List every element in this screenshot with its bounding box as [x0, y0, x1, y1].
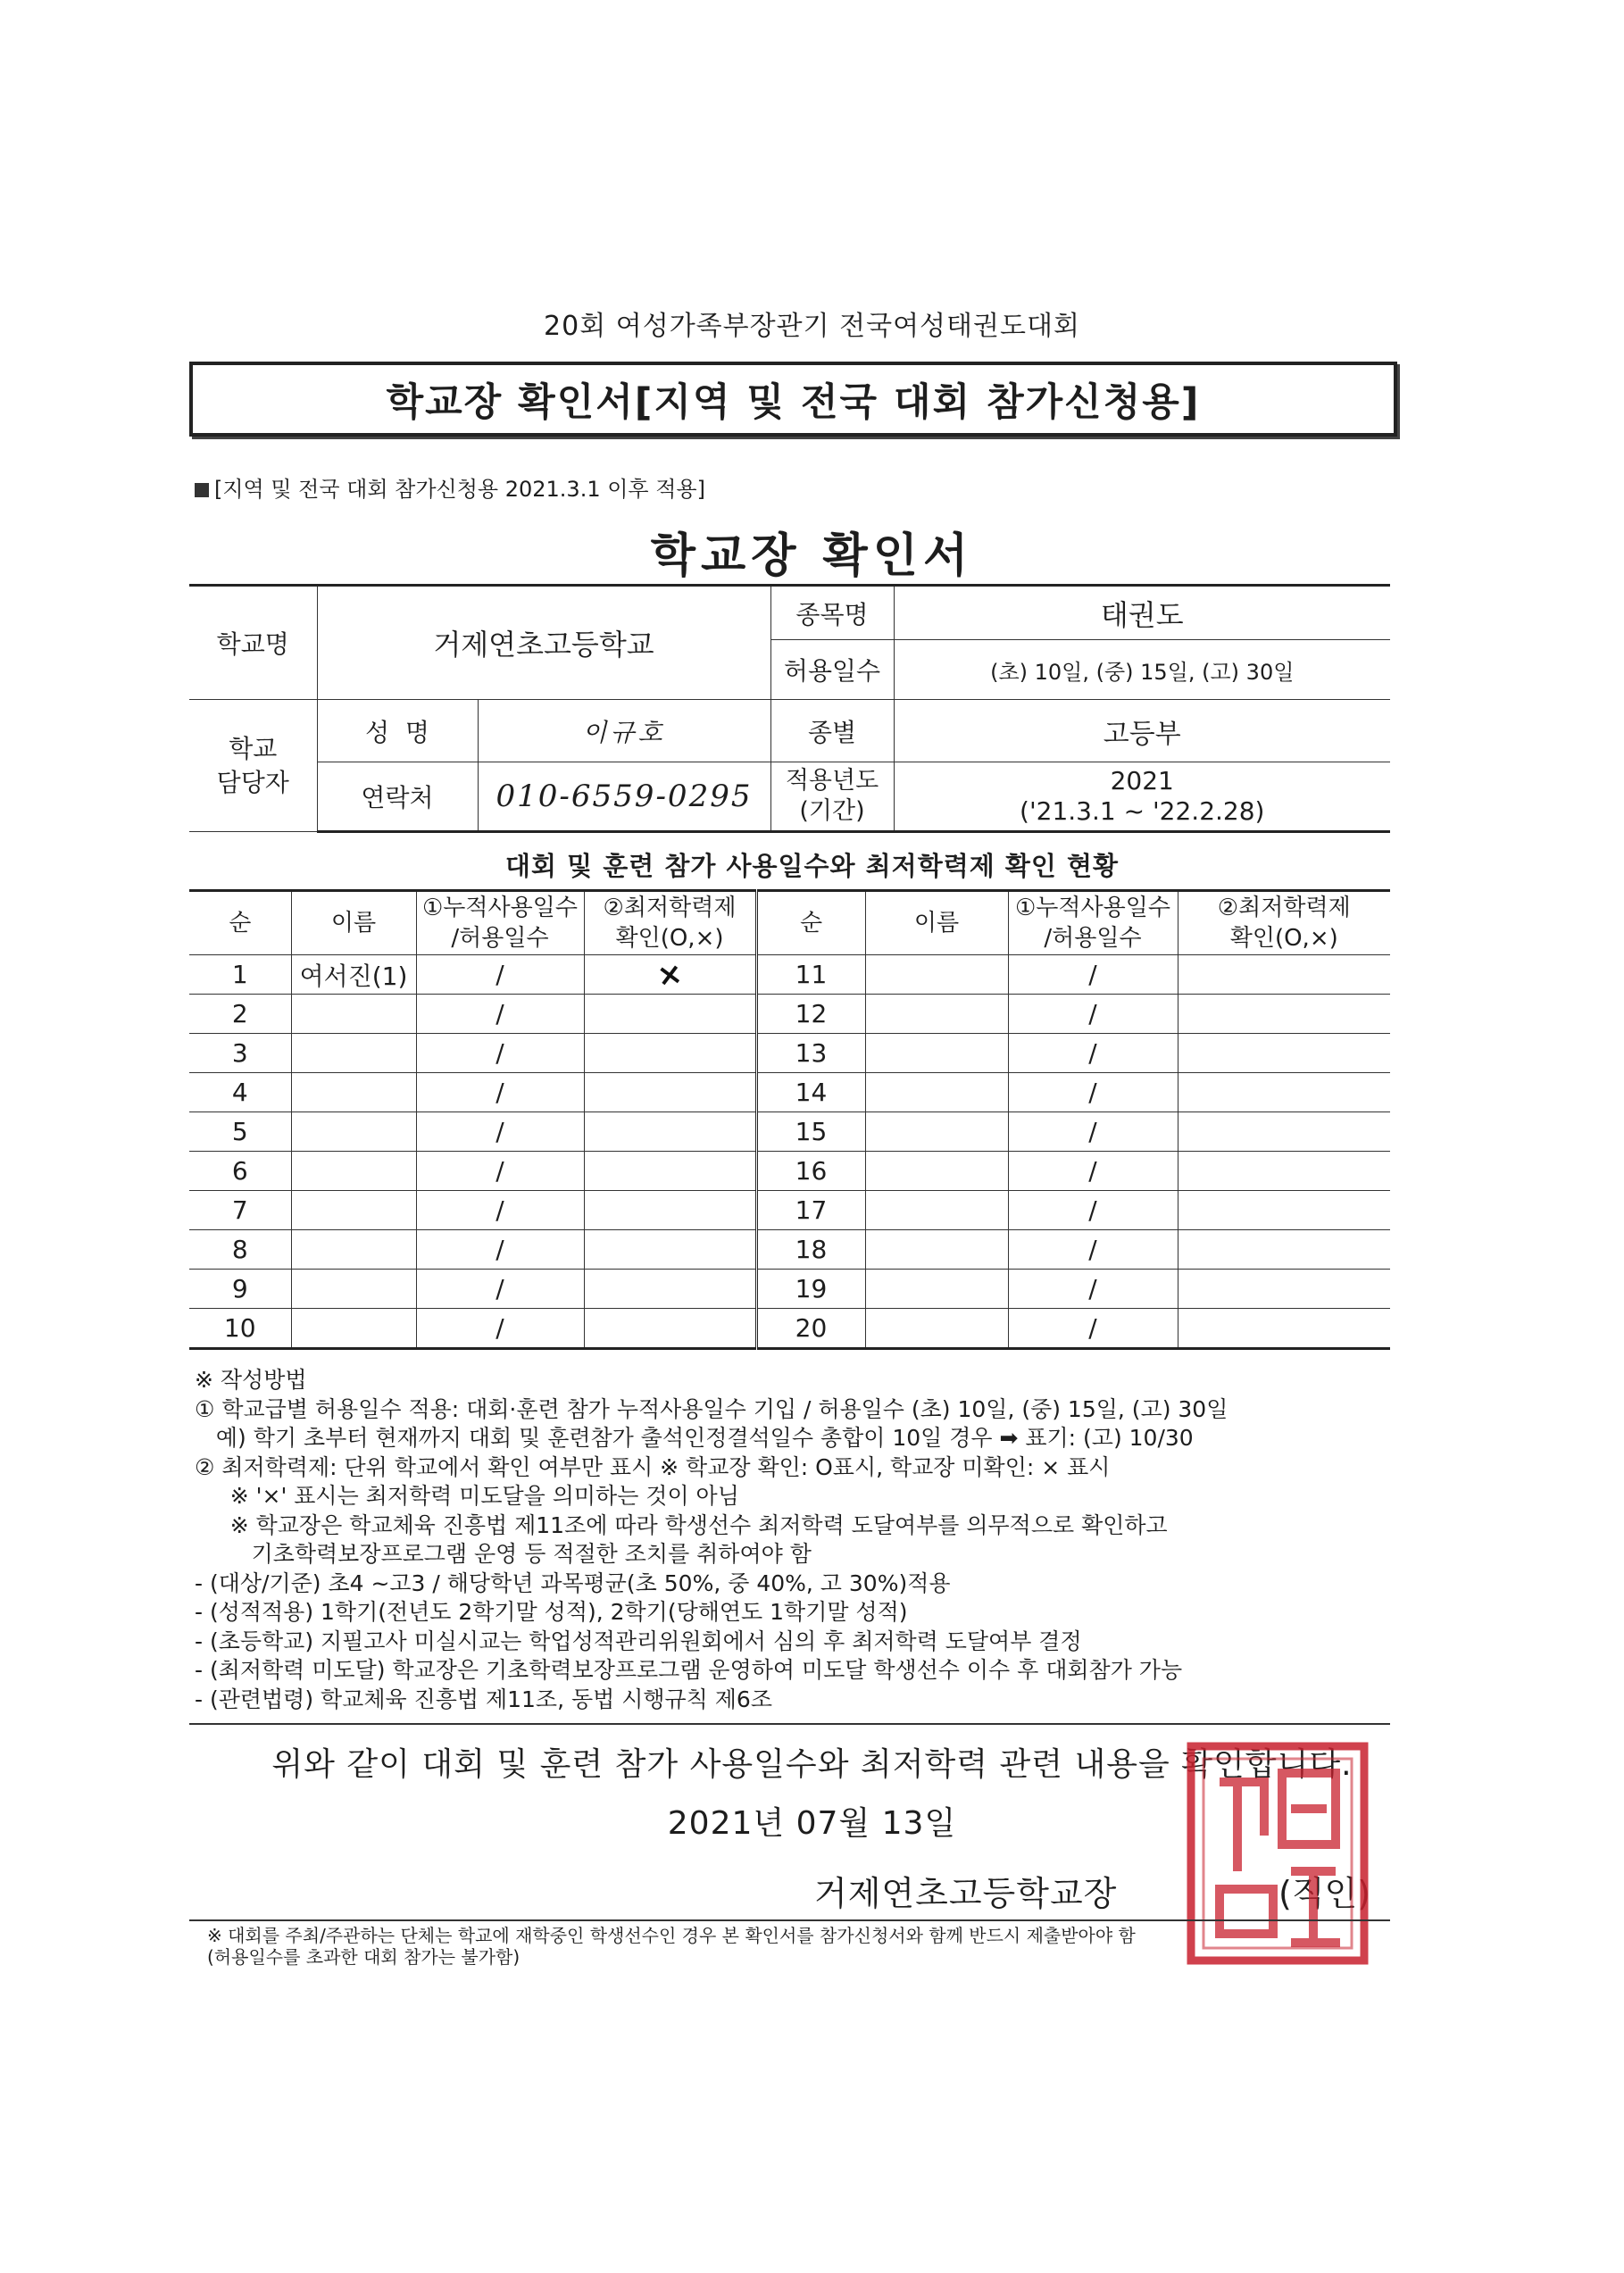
contact-label: 연락처 — [317, 762, 478, 832]
row-no: 17 — [756, 1191, 865, 1230]
division-value: 고등부 — [894, 700, 1390, 762]
header-name: 이름 — [291, 891, 416, 955]
table-row — [189, 1034, 1390, 1073]
row-no: 13 — [756, 1034, 865, 1073]
instruction-line: 예) 학기 초부터 현재까지 대회 및 훈련참가 출석인정결석일수 총합이 10일 경우 ➡ 표기: (고) 10/30 — [195, 1425, 1194, 1451]
row-days: / — [1008, 1270, 1178, 1309]
row-days: / — [416, 995, 584, 1034]
row-no: 12 — [756, 995, 865, 1034]
form-note — [195, 471, 705, 503]
row-name — [865, 1034, 1008, 1073]
division-label: 종별 — [770, 700, 894, 762]
row-name — [865, 1073, 1008, 1112]
allowed-days-label: 허용일수 — [770, 640, 894, 700]
footnote — [207, 1925, 1403, 1968]
row-name — [291, 1270, 416, 1309]
header-no: 순 — [189, 891, 291, 955]
row-name — [865, 1112, 1008, 1152]
table-row — [189, 955, 1390, 995]
row-check — [1178, 1112, 1390, 1152]
row-no: 5 — [189, 1112, 291, 1152]
row-days: / — [1008, 1073, 1178, 1112]
row-check — [584, 1034, 756, 1073]
row-name — [865, 995, 1008, 1034]
row-days: / — [416, 1191, 584, 1230]
row-name — [291, 1034, 416, 1073]
row-check — [584, 1191, 756, 1230]
row-check — [584, 1152, 756, 1191]
row-no: 15 — [756, 1112, 865, 1152]
period-value: ('21.3.1 ~ '22.2.28) — [1020, 796, 1265, 826]
square-bullet-icon — [195, 483, 209, 497]
row-name — [865, 1152, 1008, 1191]
principal-name: 거제연초고등학교장 — [814, 1874, 1118, 1913]
row-check — [584, 995, 756, 1034]
seal-label: (직인) — [1278, 1874, 1371, 1913]
header-no: 순 — [756, 891, 865, 955]
year-value: 2021 — [1110, 766, 1174, 795]
instruction-line: - (초등학교) 지필고사 미실시교는 학업성적관리위원회에서 심의 후 최저학력 도달여부 결정 — [195, 1628, 1082, 1654]
year-cell — [894, 762, 1390, 832]
event-label: 종목명 — [770, 586, 894, 640]
instruction-line: - (대상/기준) 초4 ~고3 / 해당학년 과목평균(초 50%, 중 40%, 고 30%)적용 — [195, 1569, 951, 1596]
row-no: 2 — [189, 995, 291, 1034]
row-days: / — [416, 1152, 584, 1191]
boxed-title — [189, 362, 1397, 437]
row-check — [1178, 995, 1390, 1034]
table-row — [189, 1073, 1390, 1112]
row-no: 7 — [189, 1191, 291, 1230]
row-days: / — [416, 1073, 584, 1112]
row-no: 3 — [189, 1034, 291, 1073]
row-check — [1178, 1270, 1390, 1309]
row-days: / — [1008, 1112, 1178, 1152]
row-no: 8 — [189, 1230, 291, 1270]
row-name — [291, 1309, 416, 1349]
row-check — [584, 1270, 756, 1309]
instruction-line: ※ 작성방법 — [195, 1367, 307, 1393]
instruction-line: ※ '×' 표시는 최저학력 미도달을 의미하는 것이 아님 — [195, 1483, 739, 1509]
row-no: 20 — [756, 1309, 865, 1349]
row-check — [584, 1112, 756, 1152]
row-no: 16 — [756, 1152, 865, 1191]
row-days: / — [1008, 955, 1178, 995]
row-check — [1178, 1034, 1390, 1073]
header-days: ①누적사용일수 /허용일수 — [1008, 891, 1178, 955]
row-days: / — [416, 1034, 584, 1073]
row-no: 10 — [189, 1309, 291, 1349]
instruction-line: 기초학력보장프로그램 운영 등 적절한 조치를 취하여야 함 — [195, 1541, 812, 1567]
row-check — [584, 955, 756, 995]
row-days: / — [1008, 1191, 1178, 1230]
contact-value: 010-6559-0295 — [478, 762, 770, 832]
header-days: ①누적사용일수 /허용일수 — [416, 891, 584, 955]
row-no: 18 — [756, 1230, 865, 1270]
row-name: 여서진(1) — [291, 955, 416, 995]
instruction-line: ① 학교급별 허용일수 적용: 대회·훈련 참가 누적사용일수 기입 / 허용일수 (초) 10일, (중) 15일, (고) 30일 — [195, 1395, 1228, 1422]
event-value: 태권도 — [894, 586, 1390, 640]
usage-table — [189, 889, 1390, 1350]
section-title: 대회 및 훈련 참가 사용일수와 최저학력제 확인 현황 — [505, 851, 1119, 881]
row-name — [291, 995, 416, 1034]
row-no: 1 — [189, 955, 291, 995]
manager-label: 학교 담당자 — [189, 700, 317, 832]
row-name — [291, 1230, 416, 1270]
row-no: 9 — [189, 1270, 291, 1309]
instructions — [195, 1366, 1395, 1714]
instruction-line: - (관련법령) 학교체육 진흥법 제11조, 동법 시행규칙 제6조 — [195, 1686, 772, 1712]
form-title: 학교장 확인서 — [650, 529, 974, 583]
row-no: 11 — [756, 955, 865, 995]
school-name-label: 학교명 — [189, 586, 317, 700]
row-name — [291, 1152, 416, 1191]
info-table — [189, 584, 1390, 833]
row-check — [1178, 955, 1390, 995]
row-name — [865, 1309, 1008, 1349]
table-row — [189, 1152, 1390, 1191]
row-days: / — [1008, 1034, 1178, 1073]
row-days: / — [1008, 995, 1178, 1034]
form-note-text: [지역 및 전국 대회 참가신청용 2021.3.1 이후 적용] — [214, 477, 705, 502]
row-name — [291, 1191, 416, 1230]
row-days: / — [1008, 1152, 1178, 1191]
row-check — [1178, 1191, 1390, 1230]
row-check — [584, 1309, 756, 1349]
row-name — [865, 955, 1008, 995]
header-check: ②최저학력제 확인(O,×) — [584, 891, 756, 955]
table-row — [189, 1270, 1390, 1309]
header-check: ②최저학력제 확인(O,×) — [1178, 891, 1390, 955]
row-days: / — [416, 1230, 584, 1270]
table-row — [189, 995, 1390, 1034]
table-row — [189, 1230, 1390, 1270]
document-date: 2021년 07월 13일 — [667, 1805, 957, 1842]
year-label: 적용년도 (기간) — [770, 762, 894, 832]
row-name — [291, 1073, 416, 1112]
instruction-line: ※ 학교장은 학교체육 진흥법 제11조에 따라 학생선수 최저학력 도달여부를 의무적으로 확인하고 — [195, 1511, 1168, 1538]
row-days: / — [416, 955, 584, 995]
row-no: 19 — [756, 1270, 865, 1309]
row-days: / — [1008, 1230, 1178, 1270]
table-row — [189, 1112, 1390, 1152]
event-title: 20회 여성가족부장관기 전국여성태권도대회 — [544, 311, 1080, 342]
name-label: 성 명 — [317, 700, 478, 762]
row-name — [291, 1112, 416, 1152]
allowed-days-value: (초) 10일, (중) 15일, (고) 30일 — [894, 640, 1390, 700]
row-name — [865, 1230, 1008, 1270]
footnote-divider — [189, 1919, 1390, 1921]
row-name — [865, 1270, 1008, 1309]
row-no: 6 — [189, 1152, 291, 1191]
footnote-line: (허용일수를 초과한 대회 참가는 불가함) — [207, 1946, 521, 1968]
row-no: 4 — [189, 1073, 291, 1112]
check-mark: × — [654, 954, 685, 995]
footnote-line: ※ 대회를 주최/주관하는 단체는 학교에 재학중인 학생선수인 경우 본 확인서를 참가신청서와 함께 반드시 제출받아야 함 — [207, 1925, 1136, 1946]
table-row — [189, 1309, 1390, 1349]
row-check — [1178, 1073, 1390, 1112]
row-check — [1178, 1309, 1390, 1349]
confirmation-text: 위와 같이 대회 및 훈련 참가 사용일수와 최저학력 관련 내용을 확인합니다. — [271, 1746, 1353, 1783]
row-check — [584, 1230, 756, 1270]
row-days: / — [416, 1112, 584, 1152]
table-row — [189, 1191, 1390, 1230]
row-check — [1178, 1230, 1390, 1270]
instruction-line: ② 최저학력제: 단위 학교에서 확인 여부만 표시 ※ 학교장 확인: O표시, 학교장 미확인: × 표시 — [195, 1453, 1111, 1480]
row-days: / — [416, 1270, 584, 1309]
header-name: 이름 — [865, 891, 1008, 955]
instruction-line: - (최저학력 미도달) 학교장은 기초학력보장프로그램 운영하여 미도달 학생선수 이수 후 대회참가 가능 — [195, 1657, 1183, 1683]
divider — [189, 1723, 1390, 1725]
row-check — [584, 1073, 756, 1112]
row-name — [865, 1191, 1008, 1230]
row-days: / — [1008, 1309, 1178, 1349]
row-check — [1178, 1152, 1390, 1191]
school-name-value: 거제연초고등학교 — [317, 586, 770, 700]
row-days: / — [416, 1309, 584, 1349]
row-no: 14 — [756, 1073, 865, 1112]
boxed-title-text: 학교장 확인서[지역 및 전국 대회 참가신청용] — [386, 379, 1201, 425]
name-value: 이규호 — [478, 700, 770, 762]
instruction-line: - (성적적용) 1학기(전년도 2학기말 성적), 2학기(당해연도 1학기말 성적) — [195, 1599, 908, 1625]
